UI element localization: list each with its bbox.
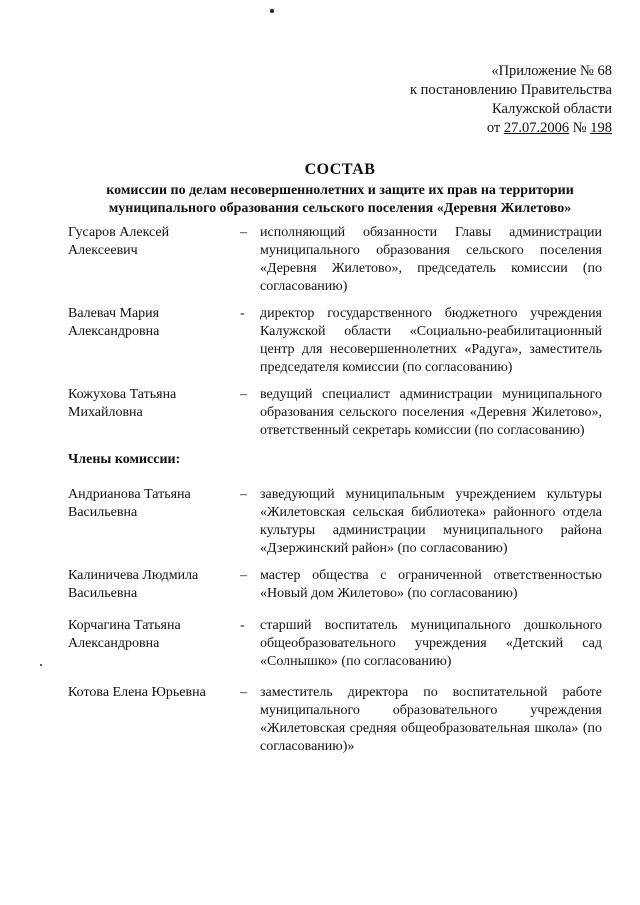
appendix-header: [410, 62, 612, 138]
appendix-date: 27.07.2006: [503, 120, 570, 136]
entry-dash: –: [240, 225, 247, 240]
entry-dash: -: [240, 306, 245, 321]
entry-dash: –: [240, 568, 247, 583]
scan-speck: [40, 664, 42, 666]
appendix-line-3: Калужской области: [492, 101, 612, 117]
person-name: Кожухова Татьяна Михайловна: [68, 387, 177, 420]
appendix-date-line: [410, 119, 612, 138]
members-heading: Члены комиссии:: [68, 452, 181, 467]
person-role: старший воспитатель муниципального дошкольного общеобразовательного учреждения «Детский сад «Солнышко» (по согласованию): [260, 618, 602, 669]
person-name: Андрианова Татьяна Васильевна: [68, 487, 191, 520]
appendix-number: 198: [590, 120, 612, 136]
person-role: заведующий муниципальным учреждением культуры «Жилетовская сельская библиотека» районного отдела культуры администрации муниципального района «Дзержинский район» (по согласованию): [260, 487, 602, 556]
entry-dash: –: [240, 387, 247, 402]
person-name: Валевач Мария Александровна: [68, 306, 160, 339]
title-main: СОСТАВ: [304, 161, 376, 178]
person-role: исполняющий обязанности Главы администрации муниципального образования сельского поселения «Деревня Жилетово», председатель комиссии (по согласованию): [260, 225, 602, 294]
scan-speck: [270, 9, 274, 13]
person-role: заместитель директора по воспитательной работе муниципального образовательного учреждения «Жилетовская средняя общеобразовательная школа» (по согласованию)»: [260, 685, 602, 754]
person-name: Корчагина Татьяна Александровна: [68, 618, 181, 651]
person-role: директор государственного бюджетного учреждения Калужской области «Социально-реабилитационный центр для несовершеннолетних «Радуга», заместитель председателя комиссии (по согласованию): [260, 306, 602, 375]
appendix-line-2: к постановлению Правительства: [410, 82, 612, 98]
number-prefix: №: [569, 120, 591, 136]
title-subtitle: комиссии по делам несовершеннолетних и защите их прав на территории муниципального образования сельского поселения «Деревня Жилетово»: [106, 183, 574, 216]
person-role: мастер общества с ограниченной ответственностью «Новый дом Жилетово» (по согласованию): [260, 568, 602, 601]
person-name: Калиничева Людмила Васильевна: [68, 568, 199, 601]
entry-dash: –: [240, 685, 247, 700]
date-prefix: от: [486, 120, 504, 136]
person-name: Котова Елена Юрьевна: [68, 685, 206, 700]
entry-dash: -: [240, 618, 245, 633]
person-role: ведущий специалист администрации муниципального образования сельского поселения «Деревня Жилетово», ответственный секретарь комиссии (по согласованию): [260, 387, 602, 438]
entry-dash: –: [240, 487, 247, 502]
person-name: Гусаров Алексей Алексеевич: [68, 225, 170, 258]
appendix-line-1: «Приложение № 68: [491, 63, 612, 79]
document-title: [60, 160, 620, 218]
